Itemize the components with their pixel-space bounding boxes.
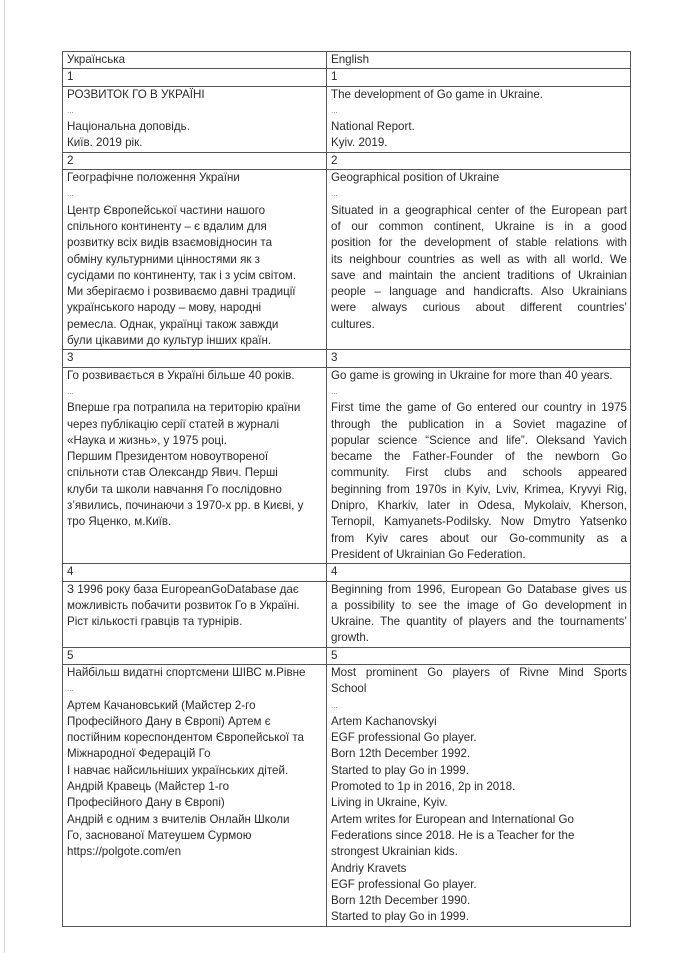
text-line: через публікацію серії статей в журналі [67, 417, 280, 431]
section-number-ukrainian: 5 [63, 647, 327, 664]
text-line: growth. [331, 631, 370, 645]
section-number-english: 5 [327, 647, 631, 664]
text-line: сусідами по континенту, так і з усім світом. [67, 268, 297, 282]
text-line: ... [331, 386, 338, 396]
text-line: Situated in a geographical center of the European part [331, 203, 627, 217]
text-line: тро Яценко, м.Київ. [67, 515, 172, 529]
text-line: Найбільш видатні спортсмени ШІВС м.Рівне [67, 665, 306, 679]
text-line: Born 12th December 1992. [331, 747, 471, 761]
text-line: Kyiv. 2019. [331, 136, 388, 150]
section-number-row [63, 350, 631, 367]
text-line: from Kyiv cares about our Go-community as a [331, 531, 627, 545]
text-line: Promoted to 1p in 2016, 2p in 2018. [331, 780, 516, 794]
text-line: Го, заснованої Матеушем Сурмою [67, 828, 252, 842]
section-number-english: 4 [327, 564, 631, 581]
text-line: EGF professional Go player. [331, 877, 477, 891]
text-line: клуби та школи навчання Го послідовно [67, 482, 282, 496]
section-content-row [63, 367, 631, 564]
section-content-ukrainian [63, 170, 327, 350]
text-line: First time the game of Go entered our country in 1975 [331, 401, 627, 415]
text-line: спільного континенту – є вдалим для [67, 219, 267, 233]
text-line: були цікавими до культур інших країн. [67, 334, 272, 348]
text-line: обміну культурними цінностями як з [67, 252, 260, 266]
section-content-english [327, 86, 631, 152]
text-line: Andriy Kravets [331, 861, 407, 875]
text-line: save and maintain the ancient traditions of Ukrainian [331, 268, 627, 282]
text-line: Професійного Дану в Європі) [67, 796, 225, 810]
section-number-row [63, 69, 631, 86]
text-line: Географічне положення України [67, 171, 240, 185]
section-content-ukrainian [63, 664, 327, 926]
text-line: Міжнародної Федерацій Го [67, 747, 211, 761]
text-line: of our common continent, Ukraine is in a good [331, 219, 627, 233]
text-line: people – language and handicrafts. Also Ukrainians [331, 285, 627, 299]
text-line: ремесла. Однак, українці також завжди [67, 317, 279, 331]
text-line: beginning from 1970s in Kyiv, Lviv, Krimea, Kryvyi Rig, [331, 482, 627, 496]
text-line: можливість побачити розвиток Го в Україні. [67, 598, 300, 612]
text-line: ... [331, 700, 338, 710]
text-line: Центр Європейської частини нашого [67, 203, 266, 217]
text-line: Dnipro, Kharkiv, later in Odesa, Mykolaiv, Kherson, [331, 499, 627, 513]
text-line: Living in Ukraine, Kyiv. [331, 796, 448, 810]
text-line: Artem Kachanovskyi [331, 714, 437, 728]
text-line: Вперше гра потрапила на територію країни [67, 401, 301, 415]
section-content-english [327, 170, 631, 350]
text-line: ... [67, 684, 74, 694]
text-line: ... [67, 189, 74, 199]
text-line: розвитку всіх видів взаємовідносин та [67, 236, 273, 250]
text-line: Started to play Go in 1999. [331, 763, 469, 777]
text-line: Started to play Go in 1999. [331, 910, 469, 924]
text-line: спільноти став Олександр Явич. Перші [67, 466, 278, 480]
url-link[interactable]: https://polgote.com/en [67, 845, 182, 859]
text-line: ... [331, 189, 338, 199]
section-content-english [327, 581, 631, 647]
text-line: its neighbour countries as well as with all world. We [331, 252, 627, 266]
text-line: The development of Go game in Ukraine. [331, 87, 544, 101]
header-row [63, 52, 631, 69]
text-line: Ukraine. The quantity of players and the tournaments’ [331, 615, 627, 629]
text-line: a possibility to see the image of Go development in [331, 598, 627, 612]
header-ukrainian: Українська [63, 52, 327, 69]
text-line: ... [67, 105, 74, 115]
text-line: popular science “Science and life”. Oleksand Yavich [331, 433, 627, 447]
text-line: strongest Ukrainian kids. [331, 845, 458, 859]
text-line: РОЗВИТОК ГО В УКРАЇНІ [67, 87, 205, 101]
text-line: «Наука и жизнь», у 1975 році. [67, 433, 227, 447]
text-line: Київ. 2019 рік. [67, 136, 143, 150]
section-content-ukrainian [63, 581, 327, 647]
text-line: cultures. [331, 317, 375, 331]
text-line: School [331, 682, 367, 696]
section-content-ukrainian [63, 86, 327, 152]
section-content-row [63, 170, 631, 350]
section-number-ukrainian: 2 [63, 152, 327, 169]
text-line: President of Ukrainian Go Federation. [331, 547, 526, 561]
header-english: English [327, 52, 631, 69]
text-line: ... [67, 386, 74, 396]
section-number-english: 3 [327, 350, 631, 367]
text-line: І навчає найсильніших українських дітей. [67, 763, 289, 777]
section-number-ukrainian: 3 [63, 350, 327, 367]
section-number-row [63, 152, 631, 169]
text-line: community. First clubs and schools appeared [331, 466, 627, 480]
text-line: Ternopil, Kamyanets-Podilsky. Now Dmytro Yatsenko [331, 515, 627, 529]
text-line: position for the development of stable relations with [331, 236, 627, 250]
text-line: Ріст кількості гравців та турнірів. [67, 615, 243, 629]
text-line: Born 12th December 1990. [331, 894, 471, 908]
section-number-row [63, 564, 631, 581]
section-number-ukrainian: 1 [63, 69, 327, 86]
text-line: Federations since 2018. He is a Teacher for the [331, 828, 575, 842]
text-line: Artem writes for European and International Go [331, 812, 574, 826]
section-content-row [63, 664, 631, 926]
section-content-row [63, 86, 631, 152]
text-line: were always curious about different countries’ [331, 301, 627, 315]
text-line: Андрій Кравець (Майстер 1-го [67, 780, 230, 794]
text-line: ... [331, 105, 338, 115]
text-line: National Report. [331, 120, 415, 134]
text-line: Андрій є одним з вчителів Онлайн Школи [67, 812, 290, 826]
text-line: З 1996 року база EuropeanGoDatabase дає [67, 582, 299, 596]
translation-table [62, 51, 631, 927]
section-content-row [63, 581, 631, 647]
text-line: Geographical position of Ukraine [331, 171, 500, 185]
text-line: Most prominent Go players of Rivne Mind Sports [331, 665, 627, 679]
page-edge-line [4, 0, 5, 953]
section-number-english: 2 [327, 152, 631, 169]
section-content-ukrainian [63, 367, 327, 564]
text-line: Професійного Дану в Європі) Артем є [67, 714, 271, 728]
text-line: українського народу – мову, народні [67, 301, 262, 315]
text-line: EGF professional Go player. [331, 731, 477, 745]
section-number-row [63, 647, 631, 664]
text-line: Beginning from 1996, European Go Database gives us [331, 582, 627, 596]
text-line: Першим Президентом новоутвореної [67, 450, 269, 464]
section-content-english [327, 367, 631, 564]
text-line: постійним кореспондентом Європейської та [67, 731, 305, 745]
text-line: Go game is growing in Ukraine for more than 40 years. [331, 368, 613, 382]
text-line: з’явились, починаючи з 1970-х рр. в Києві, у [67, 499, 304, 513]
text-line: Ми зберігаємо і розвиваємо давні традиції [67, 285, 296, 299]
text-line: through the publication in a Soviet magazine of [331, 417, 627, 431]
text-line: Національна доповідь. [67, 120, 190, 134]
section-content-english [327, 664, 631, 926]
text-line: became the Father-Founder of the newborn Go [331, 450, 627, 464]
text-line: Го розвивається в Україні більше 40 років. [67, 368, 295, 382]
section-number-ukrainian: 4 [63, 564, 327, 581]
section-number-english: 1 [327, 69, 631, 86]
text-line: Артем Качановський (Майстер 2-го [67, 698, 256, 712]
